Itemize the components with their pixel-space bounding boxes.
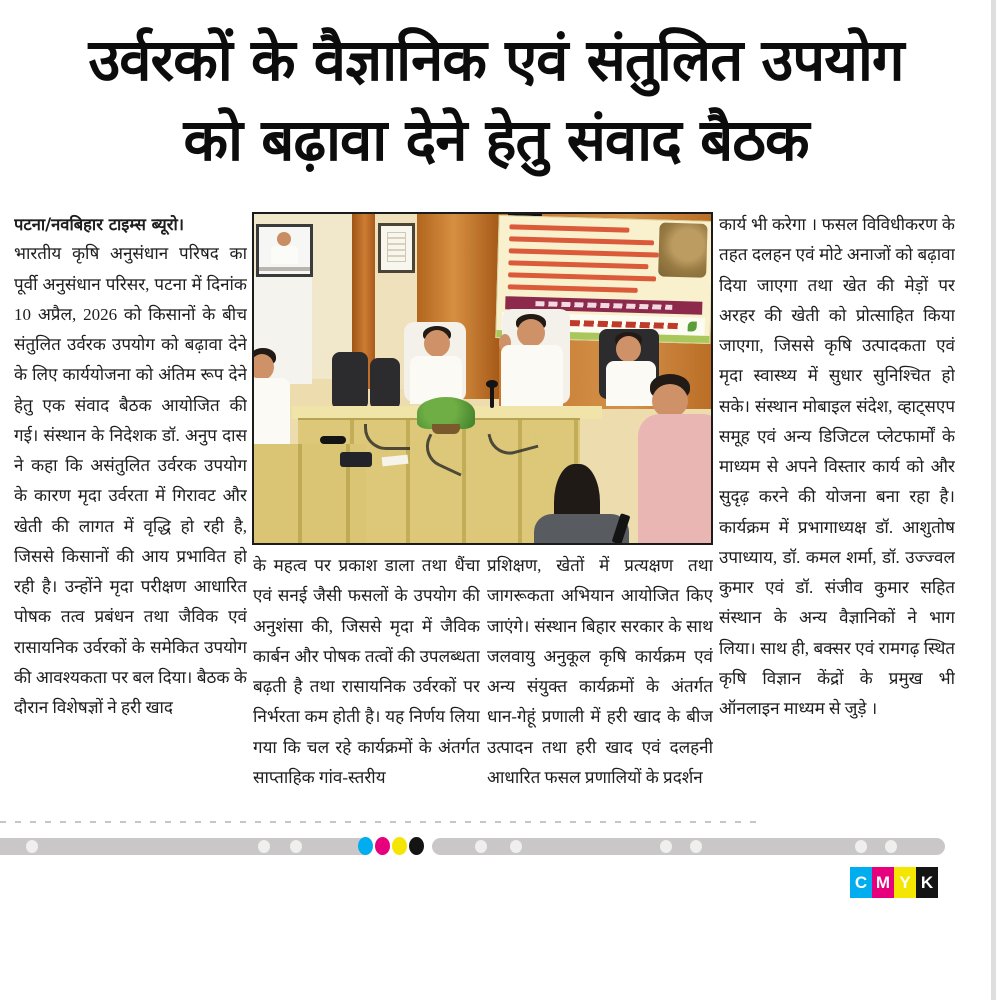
column-3-text: प्रशिक्षण, खेतों में प्रत्यक्षण तथा जागरूकता अभियान आयोजित किए जाएंगे। संस्थान बिहार सरकार के साथ जलवायु अनुकूल कृषि कार्यक्रम एवं अन्य संयुक्त कार्यक्रमों के अंतर्गत धान-गेहूं प्रणाली में हरी खाद के बीज उत्पादन तथा हरी खाद एवं दलहनी आधारित फसल प्रणालियों के प्रदर्शन bbox=[487, 556, 713, 787]
right-foreground-shirt bbox=[638, 414, 713, 545]
screen-person-face bbox=[277, 232, 291, 246]
certificate-content bbox=[387, 232, 406, 262]
desk-telephone bbox=[340, 452, 372, 467]
bar-dot bbox=[258, 840, 270, 853]
registration-bar-left bbox=[0, 838, 372, 855]
banner-text-line bbox=[508, 260, 648, 269]
column-2-text: के महत्व पर प्रकाश डाला तथा धैंचा एवं सनई जैसी फसलों के उपयोग की अनुशंसा की, जिससे मृदा में जैविक कार्बन और पोषक तत्वों की उपलब्धता बढ़ती है तथा रासायनिक उर्वरकों पर निर्भरता कम होती है। यह निर्णय लिया गया कि चल रहे कार्यक्रमों के अंतर्गत साप्ताहिक गांव-स्तरीय bbox=[253, 556, 480, 787]
cut-line bbox=[0, 821, 762, 823]
office-chair bbox=[332, 352, 368, 410]
person-right-face bbox=[616, 336, 641, 362]
table-mic-base bbox=[320, 436, 346, 444]
banner-text-line bbox=[509, 224, 629, 232]
video-conference-screen bbox=[256, 224, 313, 277]
screen-ticker bbox=[259, 267, 310, 271]
banner-text-line bbox=[509, 248, 659, 257]
headline-line-2: को बढ़ावा देने हेतु संवाद बैठक bbox=[183, 106, 809, 174]
cmyk-square-magenta: M bbox=[872, 867, 894, 898]
person-right-shirt bbox=[606, 361, 656, 406]
bar-dot bbox=[510, 840, 522, 853]
screen-person-body bbox=[271, 246, 298, 264]
banner-text-line bbox=[508, 272, 656, 281]
right-foreground-face bbox=[652, 384, 688, 418]
page-right-edge bbox=[991, 0, 996, 1000]
banner-text-line bbox=[508, 284, 638, 293]
speaker-face bbox=[517, 319, 545, 347]
article-column-1 bbox=[14, 210, 247, 825]
bar-dot bbox=[475, 840, 487, 853]
office-chair bbox=[370, 358, 400, 410]
bar-dot bbox=[290, 840, 302, 853]
registration-dot-cyan bbox=[358, 837, 373, 855]
person-left-face bbox=[424, 330, 450, 357]
speaker-kurta bbox=[501, 345, 563, 407]
microphone bbox=[490, 386, 494, 408]
framed-certificate bbox=[378, 223, 415, 273]
bar-dot bbox=[26, 840, 38, 853]
cmyk-square-cyan: C bbox=[850, 867, 872, 898]
microphone-head bbox=[486, 380, 498, 388]
banner-text-line bbox=[509, 236, 654, 245]
registration-dot-yellow bbox=[392, 837, 407, 855]
registration-dot-magenta bbox=[375, 837, 390, 855]
bar-dot bbox=[855, 840, 867, 853]
column-4-text: कार्य भी करेगा । फसल विविधीकरण के तहत दलहन एवं मोटे अनाजों को बढ़ावा दिया जाएगा तथा खेत की मेड़ों पर अरहर की खेती को प्रोत्साहित किया जाएगा, जिससे कृषि उत्पादकता एवं मृदा स्वास्थ्य में सुधार सुनिश्चित हो सके। संस्थान मोबाइल संदेश, व्हाट्सएप समूह एवं अन्य डिजिटल प्लेटफार्मों के माध्यम से अपने विस्तार कार्य को और सुदृढ़ करने की योजना बना रहा है। कार्यक्रम में प्रभागाध्यक्ष डॉ. आशुतोष उपाध्याय, डॉ. कमल शर्मा, डॉ. उज्ज्वल कुमार एवं डॉ. संजीव कुमार सहित संस्थान के अन्य वैज्ञानिकों ने भाग लिया। साथ ही, बक्सर एवं रामगढ़ स्थित कृषि विज्ञान केंद्रों के प्रमुख भी ऑनलाइन माध्यम से जुड़े । bbox=[719, 215, 955, 718]
cmyk-square-black: K bbox=[916, 867, 938, 898]
banner-logo-right bbox=[688, 321, 697, 331]
headline-line-1: उर्वरकों के वैज्ञानिक एवं संतुलित उपयोग bbox=[88, 26, 904, 94]
registration-bar-right bbox=[432, 838, 945, 855]
bar-dot bbox=[690, 840, 702, 853]
article-headline bbox=[0, 20, 992, 180]
left-participant-shirt bbox=[252, 378, 290, 444]
article-column-3 bbox=[487, 551, 713, 829]
cmyk-square-yellow: Y bbox=[894, 867, 916, 898]
bar-dot bbox=[660, 840, 672, 853]
bar-dot bbox=[885, 840, 897, 853]
meeting-photo bbox=[252, 212, 713, 545]
article-column-2 bbox=[253, 551, 480, 829]
registration-dot-black bbox=[409, 837, 424, 855]
byline: पटना/नवबिहार टाइम्स ब्यूरो। bbox=[14, 215, 185, 234]
banner-grain-image bbox=[658, 223, 707, 278]
cmyk-mark bbox=[850, 867, 938, 898]
column-1-text: भारतीय कृषि अनुसंधान परिषद का पूर्वी अनुसंधान परिसर, पटना में दिनांक 10 अप्रैल, 2026 को किसानों के बीच संतुलित उर्वरक उपयोग को बढ़ावा देने के लिए कार्ययोजना को अंतिम रूप देने हेतु एक संवाद बैठक आयोजित की गई। संस्थान के निदेशक डॉ. अनुप दास ने कहा कि असंतुलित उर्वरक उपयोग के कारण मृदा उर्वरता में गिरावट और खेती की लागत में वृद्धि हो रही है, जिससे किसानों की आय प्रभावित हो रही है। उन्होंने मृदा परीक्षण आधारित पोषक तत्व प्रबंधन तथा जैविक एवं रासायनिक उर्वरकों के समेकित उपयोग की आवश्यकता पर बल दिया। बैठक के दौरान विशेषज्ञों ने हरी खाद bbox=[14, 244, 247, 718]
article-column-4 bbox=[719, 210, 955, 830]
plant-pot bbox=[432, 424, 460, 434]
